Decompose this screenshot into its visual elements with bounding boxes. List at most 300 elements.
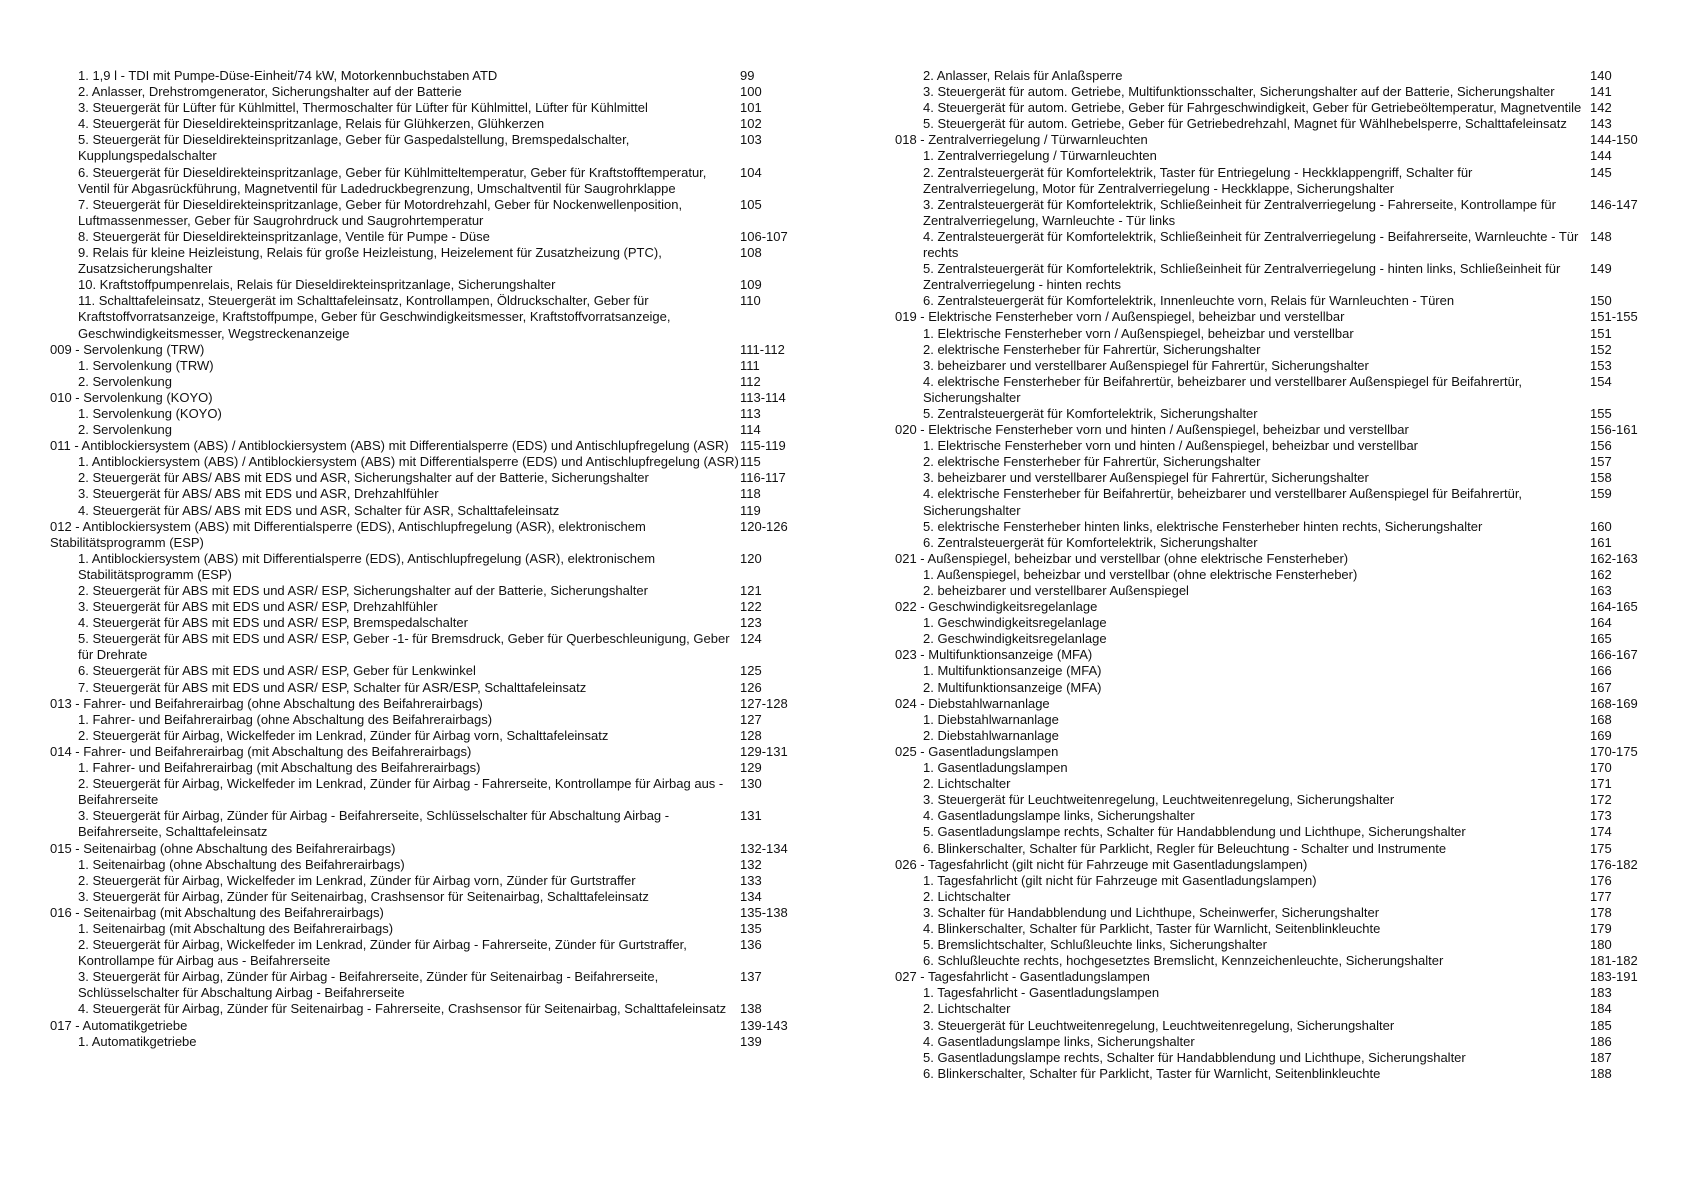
toc-entry-title: 1. Automatikgetriebe	[78, 1033, 197, 1049]
toc-entry[interactable]	[50, 454, 800, 470]
toc-section-heading[interactable]	[50, 841, 800, 857]
toc-page-number: 184	[1590, 1001, 1612, 1017]
toc-entry-title: 2. Steuergerät für Airbag, Wickelfeder im Lenkrad, Zünder für Airbag vorn, Schalttafeleinsatz	[78, 727, 609, 743]
toc-page-number: 187	[1590, 1049, 1612, 1065]
toc-entry[interactable]	[895, 229, 1645, 261]
toc-entry[interactable]	[50, 165, 800, 197]
toc-page-number: 112	[740, 373, 761, 389]
toc-page-number: 115	[740, 454, 761, 470]
toc-page-number: 120	[740, 550, 762, 566]
toc-page-number: 129	[740, 760, 762, 776]
toc-page-number: 135-138	[740, 904, 788, 920]
toc-entry[interactable]	[895, 486, 1645, 518]
toc-entry[interactable]	[50, 969, 800, 1001]
toc-entry-title: 020 - Elektrische Fensterheber vorn und hinten / Außenspiegel, beheizbar und verstellbar	[895, 422, 1409, 438]
toc-entry-title: 6. Zentralsteuergerät für Komfortelektrik, Innenleuchte vorn, Relais für Warnleuchten - Türen	[923, 293, 1455, 309]
toc-page-number: 162-163	[1590, 550, 1638, 566]
toc-page-number: 101	[740, 100, 762, 116]
toc-column-right	[895, 68, 1645, 1082]
toc-entry-title: 7. Steuergerät für Dieseldirekteinspritzanlage, Geber für Motordrehzahl, Geber für Nockenwellenposition, Luftmassenmesser, Geber für Saugrohrdruck und Saugrohrtemperatur	[78, 196, 683, 228]
toc-page-number: 128	[740, 727, 762, 743]
toc-entry-title: 3. Steuergerät für Leuchtweitenregelung, Leuchtweitenregelung, Sicherungshalter	[923, 792, 1395, 808]
toc-entry[interactable]	[895, 342, 1645, 358]
toc-page-number: 144-150	[1590, 132, 1638, 148]
toc-entry[interactable]	[50, 68, 800, 84]
toc-entry[interactable]	[895, 374, 1645, 406]
toc-entry-title: 016 - Seitenairbag (mit Abschaltung des Beifahrerairbags)	[50, 904, 384, 920]
toc-entry[interactable]	[50, 277, 800, 293]
toc-entry[interactable]	[50, 631, 800, 663]
toc-entry-title: 1. Zentralverriegelung / Türwarnleuchten	[923, 148, 1157, 164]
toc-entry[interactable]	[895, 567, 1645, 583]
toc-entry[interactable]	[895, 148, 1645, 164]
toc-section-heading[interactable]	[50, 519, 800, 551]
toc-entry-title: 2. Diebstahlwarnanlage	[923, 727, 1059, 743]
toc-entry-title: 6. Zentralsteuergerät für Komfortelektrik, Sicherungshalter	[923, 534, 1258, 550]
toc-entry[interactable]	[895, 68, 1645, 84]
toc-entry-title: 1. Antiblockiersystem (ABS) / Antiblockiersystem (ABS) mit Differentialsperre (EDS) und Antischlupfregelung (ASR)	[78, 454, 739, 470]
toc-entry-title: 019 - Elektrische Fensterheber vorn / Außenspiegel, beheizbar und verstellbar	[895, 309, 1345, 325]
toc-entry-title: 2. elektrische Fensterheber für Fahrertür, Sicherungshalter	[923, 341, 1261, 357]
toc-entry[interactable]	[895, 293, 1645, 309]
toc-page-number: 157	[1590, 454, 1612, 470]
toc-entry[interactable]	[895, 1034, 1645, 1050]
toc-page-number: 113	[740, 405, 761, 421]
toc-entry[interactable]	[895, 100, 1645, 116]
toc-page-number: 118	[740, 486, 761, 502]
toc-page-number: 142	[1590, 100, 1612, 116]
toc-entry[interactable]	[895, 841, 1645, 857]
toc-page-number: 137	[740, 969, 762, 985]
toc-page-number: 174	[1590, 824, 1612, 840]
toc-entry-title: 015 - Seitenairbag (ohne Abschaltung des Beifahrerairbags)	[50, 840, 396, 856]
toc-entry-title: 009 - Servolenkung (TRW)	[50, 341, 205, 357]
toc-entry[interactable]	[50, 486, 800, 502]
toc-page-number: 181-182	[1590, 953, 1638, 969]
toc-entry[interactable]	[50, 889, 800, 905]
toc-entry-title: 3. Steuergerät für Lüfter für Kühlmittel, Thermoschalter für Lüfter für Kühlmittel, Lüfter für Kühlmittel	[78, 100, 648, 116]
toc-entry[interactable]	[895, 1066, 1645, 1082]
toc-entry[interactable]	[50, 1001, 800, 1017]
toc-page-number: 170	[1590, 760, 1612, 776]
toc-page-number: 125	[740, 663, 762, 679]
toc-entry-title: 010 - Servolenkung (KOYO)	[50, 389, 213, 405]
toc-entry[interactable]	[50, 293, 800, 341]
toc-entry-title: 4. Steuergerät für ABS/ ABS mit EDS und ASR, Schalter für ASR, Schalttafeleinsatz	[78, 502, 560, 518]
toc-page-number: 185	[1590, 1017, 1612, 1033]
toc-entry[interactable]	[50, 873, 800, 889]
toc-page-number: 119	[740, 502, 761, 518]
toc-entry-title: 4. Gasentladungslampe links, Sicherungshalter	[923, 1033, 1195, 1049]
toc-entry[interactable]	[50, 551, 800, 583]
toc-page-number: 169	[1590, 727, 1612, 743]
toc-page-number: 170-175	[1590, 743, 1638, 759]
toc-page-number: 132	[740, 856, 762, 872]
toc-section-heading[interactable]	[50, 905, 800, 921]
toc-entry-title: 5. Steuergerät für Dieseldirekteinspritzanlage, Geber für Gaspedalstellung, Bremspedalschalter, Kupplungspedalschalter	[78, 132, 630, 164]
toc-entry-title: 2. Servolenkung	[78, 422, 172, 438]
toc-page-number: 99	[740, 68, 755, 83]
toc-page-number: 132-134	[740, 840, 788, 856]
toc-entry[interactable]	[895, 535, 1645, 551]
toc-page-number: 123	[740, 615, 762, 631]
toc-entry-title: 013 - Fahrer- und Beifahrerairbag (ohne Abschaltung des Beifahrerairbags)	[50, 695, 483, 711]
toc-entry[interactable]	[895, 921, 1645, 937]
toc-entry-title: 3. Zentralsteuergerät für Komfortelektrik, Schließeinheit für Zentralverriegelung - Fahrerseite, Kontrollampe für Zentralverriegelung, Warnleuchte - Tür links	[923, 196, 1556, 228]
toc-page-number: 104	[740, 164, 762, 180]
toc-entry-title: 2. Multifunktionsanzeige (MFA)	[923, 679, 1102, 695]
toc-entry-title: 1. Fahrer- und Beifahrerairbag (mit Abschaltung des Beifahrerairbags)	[78, 760, 481, 776]
toc-page-number: 109	[740, 277, 762, 293]
toc-section-heading[interactable]	[50, 744, 800, 760]
toc-entry-title: 1. Servolenkung (TRW)	[78, 357, 214, 373]
toc-page-number: 111-112	[740, 341, 785, 357]
toc-entry[interactable]	[895, 261, 1645, 293]
toc-entry-title: 1. Elektrische Fensterheber vorn und hinten / Außenspiegel, beheizbar und verstellbar	[923, 438, 1419, 454]
toc-entry[interactable]	[50, 229, 800, 245]
toc-page-number: 135	[740, 920, 762, 936]
toc-page-number: 177	[1590, 888, 1612, 904]
toc-page-number: 139-143	[740, 1017, 788, 1033]
toc-entry[interactable]	[895, 824, 1645, 840]
toc-section-heading[interactable]	[50, 1018, 800, 1034]
toc-page-number: 141	[1590, 84, 1612, 100]
toc-entry[interactable]	[895, 905, 1645, 921]
toc-section-heading[interactable]	[50, 438, 800, 454]
toc-entry-title: 022 - Geschwindigkeitsregelanlage	[895, 599, 1098, 615]
toc-section-heading[interactable]	[895, 696, 1645, 712]
toc-entry[interactable]	[895, 873, 1645, 889]
toc-entry-title: 5. Zentralsteuergerät für Komfortelektrik, Schließeinheit für Zentralverriegelung - hinten links, Schließeinheit für Zentralverriegelung - hinten rechts	[923, 261, 1561, 293]
toc-entry[interactable]	[50, 503, 800, 519]
toc-page-number: 103	[740, 132, 762, 148]
toc-entry-title: 1. Tagesfahrlicht (gilt nicht für Fahrzeuge mit Gasentladungslampen)	[923, 872, 1317, 888]
toc-page-number: 131	[740, 808, 762, 824]
toc-section-heading[interactable]	[895, 132, 1645, 148]
toc-entry[interactable]	[895, 197, 1645, 229]
toc-section-heading[interactable]	[50, 696, 800, 712]
toc-entry-title: 1. Außenspiegel, beheizbar und verstellbar (ohne elektrische Fensterheber)	[923, 566, 1358, 582]
toc-entry-title: 9. Relais für kleine Heizleistung, Relais für große Heizleistung, Heizelement für Zusatzheizung (PTC), Zusatzsicherungshalter	[78, 245, 662, 277]
toc-entry[interactable]	[895, 985, 1645, 1001]
toc-entry[interactable]	[50, 583, 800, 599]
toc-entry[interactable]	[50, 422, 800, 438]
toc-page-number: 127	[740, 711, 762, 727]
toc-entry-title: 5. elektrische Fensterheber hinten links, elektrische Fensterheber hinten rechts, Sicherungshalter	[923, 518, 1483, 534]
toc-entry-title: 1. Elektrische Fensterheber vorn / Außenspiegel, beheizbar und verstellbar	[923, 325, 1354, 341]
toc-page-number: 115-119	[740, 438, 786, 454]
toc-page-number: 143	[1590, 116, 1612, 132]
toc-entry-title: 2. Zentralsteuergerät für Komfortelektrik, Taster für Entriegelung - Heckklappengriff, Schalter für Zentralverriegelung, Motor für Zentralverriegelung - Heckklappe, Sicherungshalter	[923, 164, 1473, 196]
toc-entry[interactable]	[50, 663, 800, 679]
toc-page-number: 161	[1590, 534, 1612, 550]
toc-entry-title: 6. Schlußleuchte rechts, hochgesetztes Bremslicht, Kennzeichenleuchte, Sicherungshalter	[923, 953, 1444, 969]
toc-entry[interactable]	[50, 599, 800, 615]
toc-entry-title: 7. Steuergerät für ABS mit EDS und ASR/ ESP, Schalter für ASR/ESP, Schalttafeleinsatz	[78, 679, 587, 695]
toc-page-number: 164-165	[1590, 599, 1638, 615]
toc-page-number: 124	[740, 631, 762, 647]
toc-page-number: 150	[1590, 293, 1612, 309]
toc-entry-title: 4. Steuergerät für autom. Getriebe, Geber für Fahrgeschwindigkeit, Geber für Getriebeöltemperatur, Magnetventile	[923, 100, 1582, 116]
toc-page-number: 167	[1590, 679, 1612, 695]
toc-column-left	[50, 68, 800, 1050]
toc-page-number: 168-169	[1590, 695, 1638, 711]
toc-page-number: 138	[740, 1001, 762, 1017]
toc-entry[interactable]	[50, 116, 800, 132]
toc-entry-title: 2. Steuergerät für ABS mit EDS und ASR/ ESP, Sicherungshalter auf der Batterie, Sicherungshalter	[78, 583, 648, 598]
toc-page-number: 156	[1590, 438, 1612, 454]
toc-page-number: 116-117	[740, 470, 786, 486]
toc-entry[interactable]	[895, 438, 1645, 454]
toc-entry[interactable]	[50, 760, 800, 776]
toc-entry-title: 2. Steuergerät für Airbag, Wickelfeder im Lenkrad, Zünder für Airbag vorn, Zünder für Gurtstraffer	[78, 872, 636, 888]
toc-page-number: 146-147	[1590, 196, 1638, 212]
toc-entry-title: 3. Steuergerät für ABS mit EDS und ASR/ ESP, Drehzahlfühler	[78, 599, 438, 615]
toc-entry[interactable]	[895, 1001, 1645, 1017]
toc-entry-title: 6. Blinkerschalter, Schalter für Parklicht, Taster für Warnlicht, Seitenblinkleuchte	[923, 1065, 1381, 1081]
toc-entry-title: 2. Geschwindigkeitsregelanlage	[923, 631, 1107, 647]
toc-entry-title: 3. Steuergerät für ABS/ ABS mit EDS und ASR, Drehzahlfühler	[78, 486, 439, 502]
toc-entry[interactable]	[895, 663, 1645, 679]
toc-entry-title: 3. Steuergerät für autom. Getriebe, Multifunktionsschalter, Sicherungshalter auf der Batterie, Sicherungshalter	[923, 84, 1555, 100]
toc-entry[interactable]	[895, 406, 1645, 422]
toc-page-number: 126	[740, 679, 762, 695]
toc-entry-title: 017 - Automatikgetriebe	[50, 1017, 188, 1033]
toc-entry[interactable]	[50, 245, 800, 277]
toc-entry[interactable]	[895, 470, 1645, 486]
toc-entry[interactable]	[895, 776, 1645, 792]
toc-page-number: 163	[1590, 583, 1612, 598]
toc-entry-title: 4. Steuergerät für Dieseldirekteinspritzanlage, Relais für Glühkerzen, Glühkerzen	[78, 116, 545, 132]
toc-page-number: 140	[1590, 68, 1612, 83]
toc-page-number: 171	[1590, 776, 1612, 792]
toc-entry-title: 5. Gasentladungslampe rechts, Schalter für Handabblendung und Lichthupe, Sicherungshalter	[923, 824, 1466, 840]
toc-entry-title: 2. elektrische Fensterheber für Fahrertür, Sicherungshalter	[923, 454, 1261, 470]
toc-entry[interactable]	[895, 358, 1645, 374]
toc-entry-title: 4. Steuergerät für ABS mit EDS und ASR/ ESP, Bremspedalschalter	[78, 615, 468, 631]
toc-entry-title: 3. Steuergerät für Airbag, Zünder für Airbag - Beifahrerseite, Schlüsselschalter für Abschaltung Airbag - Beifahrerseite, Schalttafeleinsatz	[78, 808, 670, 840]
toc-page-number: 144	[1590, 148, 1612, 164]
toc-page-number: 168	[1590, 711, 1612, 727]
toc-entry-title: 2. Servolenkung	[78, 373, 172, 389]
toc-entry[interactable]	[895, 583, 1645, 599]
toc-page-number: 122	[740, 599, 762, 615]
toc-entry-title: 4. Blinkerschalter, Schalter für Parklicht, Taster für Warnlicht, Seitenblinkleuchte	[923, 920, 1381, 936]
toc-entry-title: 1. Antiblockiersystem (ABS) mit Differentialsperre (EDS), Antischlupfregelung (ASR), elektronischem Stabilitätsprogramm (ESP)	[78, 550, 656, 582]
toc-entry[interactable]	[50, 470, 800, 486]
toc-entry[interactable]	[50, 132, 800, 164]
toc-entry[interactable]	[50, 921, 800, 937]
toc-entry[interactable]	[895, 712, 1645, 728]
toc-entry[interactable]	[895, 760, 1645, 776]
toc-page-number: 153	[1590, 357, 1612, 373]
toc-page-number: 127-128	[740, 695, 788, 711]
toc-entry[interactable]	[50, 358, 800, 374]
toc-entry-title: 1. Servolenkung (KOYO)	[78, 405, 222, 421]
toc-page-number: 176-182	[1590, 856, 1638, 872]
toc-entry[interactable]	[895, 889, 1645, 905]
toc-entry-title: 5. Steuergerät für autom. Getriebe, Geber für Getriebedrehzahl, Magnet für Wählhebelsperre, Schalttafeleinsatz	[923, 116, 1567, 132]
toc-entry[interactable]	[895, 84, 1645, 100]
toc-entry-title: 021 - Außenspiegel, beheizbar und verstellbar (ohne elektrische Fensterheber)	[895, 550, 1349, 566]
toc-entry-title: 2. Steuergerät für ABS/ ABS mit EDS und ASR, Sicherungshalter auf der Batterie, Sicherungshalter	[78, 470, 649, 486]
toc-entry-title: 4. elektrische Fensterheber für Beifahrertür, beheizbarer und verstellbarer Außenspiegel für Beifahrertür, Sicherungshalter	[923, 486, 1523, 518]
toc-entry[interactable]	[50, 857, 800, 873]
toc-section-heading[interactable]	[895, 599, 1645, 615]
toc-page-number: 156-161	[1590, 422, 1638, 438]
toc-entry-title: 8. Steuergerät für Dieseldirekteinspritzanlage, Ventile für Pumpe - Düse	[78, 228, 490, 244]
toc-entry[interactable]	[895, 116, 1645, 132]
toc-page-number: 133	[740, 872, 762, 888]
toc-page-number: 114	[740, 422, 761, 438]
toc-entry-title: 2. beheizbarer und verstellbarer Außenspiegel	[923, 583, 1189, 598]
toc-entry-title: 3. Steuergerät für Airbag, Zünder für Airbag - Beifahrerseite, Zünder für Seitenairbag - Beifahrerseite, Schlüsselschalter für Abschaltung Airbag - Beifahrerseite	[78, 969, 659, 1001]
toc-entry[interactable]	[895, 808, 1645, 824]
toc-entry[interactable]	[895, 326, 1645, 342]
toc-page-number: 110	[740, 293, 761, 309]
toc-entry-title: 3. Steuergerät für Airbag, Zünder für Seitenairbag, Crashsensor für Seitenairbag, Schalttafeleinsatz	[78, 888, 649, 904]
toc-entry[interactable]	[50, 937, 800, 969]
toc-section-heading[interactable]	[895, 422, 1645, 438]
toc-entry[interactable]	[50, 776, 800, 808]
toc-entry-title: 025 - Gasentladungslampen	[895, 743, 1059, 759]
toc-entry-title: 014 - Fahrer- und Beifahrerairbag (mit Abschaltung des Beifahrerairbags)	[50, 743, 472, 759]
toc-section-heading[interactable]	[895, 969, 1645, 985]
toc-entry-title: 1. Tagesfahrlicht - Gasentladungslampen	[923, 985, 1160, 1001]
toc-page-number: 139	[740, 1033, 762, 1049]
toc-entry[interactable]	[50, 100, 800, 116]
toc-entry[interactable]	[50, 1034, 800, 1050]
toc-entry[interactable]	[895, 680, 1645, 696]
toc-entry-title: 027 - Tagesfahrlicht - Gasentladungslampen	[895, 969, 1150, 985]
toc-page-number: 183-191	[1590, 969, 1638, 985]
toc-entry[interactable]	[895, 519, 1645, 535]
toc-entry-title: 3. beheizbarer und verstellbarer Außenspiegel für Fahrertür, Sicherungshalter	[923, 357, 1369, 373]
toc-entry-title: 1. Multifunktionsanzeige (MFA)	[923, 663, 1102, 679]
toc-entry-title: 1. Seitenairbag (ohne Abschaltung des Beifahrerairbags)	[78, 856, 405, 872]
toc-page-number: 186	[1590, 1033, 1612, 1049]
toc-page-number: 151	[1590, 325, 1612, 341]
toc-entry[interactable]	[50, 374, 800, 390]
toc-page-number: 162	[1590, 566, 1612, 582]
toc-page-number: 134	[740, 888, 762, 904]
toc-entry-title: 2. Anlasser, Relais für Anlaßsperre	[923, 68, 1123, 83]
toc-entry-title: 3. Steuergerät für Leuchtweitenregelung, Leuchtweitenregelung, Sicherungshalter	[923, 1017, 1395, 1033]
toc-page-number: 173	[1590, 808, 1612, 824]
toc-entry[interactable]	[50, 680, 800, 696]
toc-page-number: 183	[1590, 985, 1612, 1001]
toc-entry-title: 11. Schalttafeleinsatz, Steuergerät im Schalttafeleinsatz, Kontrollampen, Öldruckschalter, Geber für Kraftstoffvorratsanzeige, Kraftstoffpumpe, Geber für Geschwindigkeitsmesser, Kraftstoffvorratsanzeige, Geschwindigkeitsmesser, Wegstreckenanzeige	[78, 293, 671, 341]
toc-entry[interactable]	[50, 808, 800, 840]
toc-entry[interactable]	[50, 728, 800, 744]
toc-entry-title: 026 - Tagesfahrlicht (gilt nicht für Fahrzeuge mit Gasentladungslampen)	[895, 856, 1308, 872]
toc-entry-title: 3. Schalter für Handabblendung und Lichthupe, Scheinwerfer, Sicherungshalter	[923, 904, 1380, 920]
toc-page-number: 105	[740, 196, 762, 212]
toc-page-number: 148	[1590, 228, 1612, 244]
toc-page-number: 145	[1590, 164, 1612, 180]
toc-page-number: 100	[740, 84, 762, 100]
toc-entry-title: 5. Bremslichtschalter, Schlußleuchte links, Sicherungshalter	[923, 937, 1267, 953]
toc-page-number: 178	[1590, 904, 1612, 920]
toc-entry[interactable]	[895, 615, 1645, 631]
toc-page-number: 172	[1590, 792, 1612, 808]
toc-entry-title: 024 - Diebstahlwarnanlage	[895, 695, 1050, 711]
toc-page-number: 151-155	[1590, 309, 1638, 325]
toc-section-heading[interactable]	[895, 857, 1645, 873]
toc-page-number: 160	[1590, 518, 1612, 534]
toc-entry-title: 4. Gasentladungslampe links, Sicherungshalter	[923, 808, 1195, 824]
toc-page-number: 106-107	[740, 228, 788, 244]
toc-entry[interactable]	[895, 165, 1645, 197]
toc-page-number: 108	[740, 245, 762, 261]
toc-entry-title: 4. Steuergerät für Airbag, Zünder für Seitenairbag - Fahrerseite, Crashsensor für Seitenairbag, Schalttafeleinsatz	[78, 1001, 727, 1017]
toc-entry[interactable]	[50, 84, 800, 100]
toc-entry-title: 6. Blinkerschalter, Schalter für Parklicht, Regler für Beleuchtung - Schalter und Instrumente	[923, 840, 1447, 856]
toc-entry-title: 1. Diebstahlwarnanlage	[923, 711, 1059, 727]
toc-entry-title: 012 - Antiblockiersystem (ABS) mit Differentialsperre (EDS), Antischlupfregelung (ASR), elektronischem Stabilitätsprogramm (ESP)	[50, 518, 646, 550]
toc-page-number: 130	[740, 776, 762, 792]
toc-entry[interactable]	[895, 1050, 1645, 1066]
toc-entry[interactable]	[895, 454, 1645, 470]
toc-section-heading[interactable]	[50, 342, 800, 358]
toc-entry-title: 2. Lichtschalter	[923, 1001, 1011, 1017]
toc-page-number: 188	[1590, 1065, 1612, 1081]
toc-entry[interactable]	[50, 406, 800, 422]
toc-entry-title: 2. Lichtschalter	[923, 888, 1011, 904]
toc-page-number: 113-114	[740, 389, 786, 405]
toc-entry-title: 4. elektrische Fensterheber für Beifahrertür, beheizbarer und verstellbarer Außenspiegel für Beifahrertür, Sicherungshalter	[923, 373, 1523, 405]
toc-page-number: 166	[1590, 663, 1612, 679]
toc-entry[interactable]	[50, 615, 800, 631]
toc-entry[interactable]	[895, 728, 1645, 744]
toc-page-number: 175	[1590, 840, 1612, 856]
toc-section-heading[interactable]	[895, 647, 1645, 663]
toc-entry[interactable]	[895, 631, 1645, 647]
toc-entry-title: 5. Steuergerät für ABS mit EDS und ASR/ ESP, Geber -1- für Bremsdruck, Geber für Querbeschleunigung, Geber für Drehrate	[78, 631, 730, 663]
toc-page-number: 180	[1590, 937, 1612, 953]
toc-page-number: 136	[740, 937, 762, 953]
toc-page-number: 154	[1590, 373, 1612, 389]
toc-page-number: 102	[740, 116, 762, 132]
toc-section-heading[interactable]	[895, 744, 1645, 760]
toc-page-number: 158	[1590, 470, 1612, 486]
toc-page-number: 165	[1590, 631, 1612, 647]
toc-page-number: 166-167	[1590, 647, 1638, 663]
toc-entry[interactable]	[50, 197, 800, 229]
toc-page-number: 149	[1590, 261, 1612, 277]
toc-entry-title: 3. beheizbarer und verstellbarer Außenspiegel für Fahrertür, Sicherungshalter	[923, 470, 1369, 486]
toc-page-number: 121	[740, 583, 762, 598]
toc-entry-title: 1. 1,9 l - TDI mit Pumpe-Düse-Einheit/74 kW, Motorkennbuchstaben ATD	[78, 68, 498, 83]
toc-entry[interactable]	[895, 937, 1645, 953]
toc-entry-title: 2. Steuergerät für Airbag, Wickelfeder im Lenkrad, Zünder für Airbag - Fahrerseite, Zünder für Gurtstraffer, Kontrollampe für Airbag aus - Beifahrerseite	[78, 937, 687, 969]
toc-page-number: 152	[1590, 341, 1612, 357]
toc-entry[interactable]	[895, 953, 1645, 969]
toc-entry-title: 2. Anlasser, Drehstromgenerator, Sicherungshalter auf der Batterie	[78, 84, 462, 100]
toc-entry[interactable]	[895, 1018, 1645, 1034]
toc-entry-title: 5. Zentralsteuergerät für Komfortelektrik, Sicherungshalter	[923, 405, 1258, 421]
toc-entry[interactable]	[895, 792, 1645, 808]
toc-section-heading[interactable]	[895, 551, 1645, 567]
toc-section-heading[interactable]	[895, 309, 1645, 325]
toc-page-number: 120-126	[740, 518, 788, 534]
toc-entry-title: 011 - Antiblockiersystem (ABS) / Antiblockiersystem (ABS) mit Differentialsperre (EDS) und Antischlupfregelung (ASR)	[50, 438, 729, 454]
toc-page-number: 164	[1590, 615, 1612, 631]
toc-page-number: 176	[1590, 872, 1612, 888]
toc-entry-title: 2. Lichtschalter	[923, 776, 1011, 792]
toc-entry[interactable]	[50, 712, 800, 728]
toc-section-heading[interactable]	[50, 390, 800, 406]
